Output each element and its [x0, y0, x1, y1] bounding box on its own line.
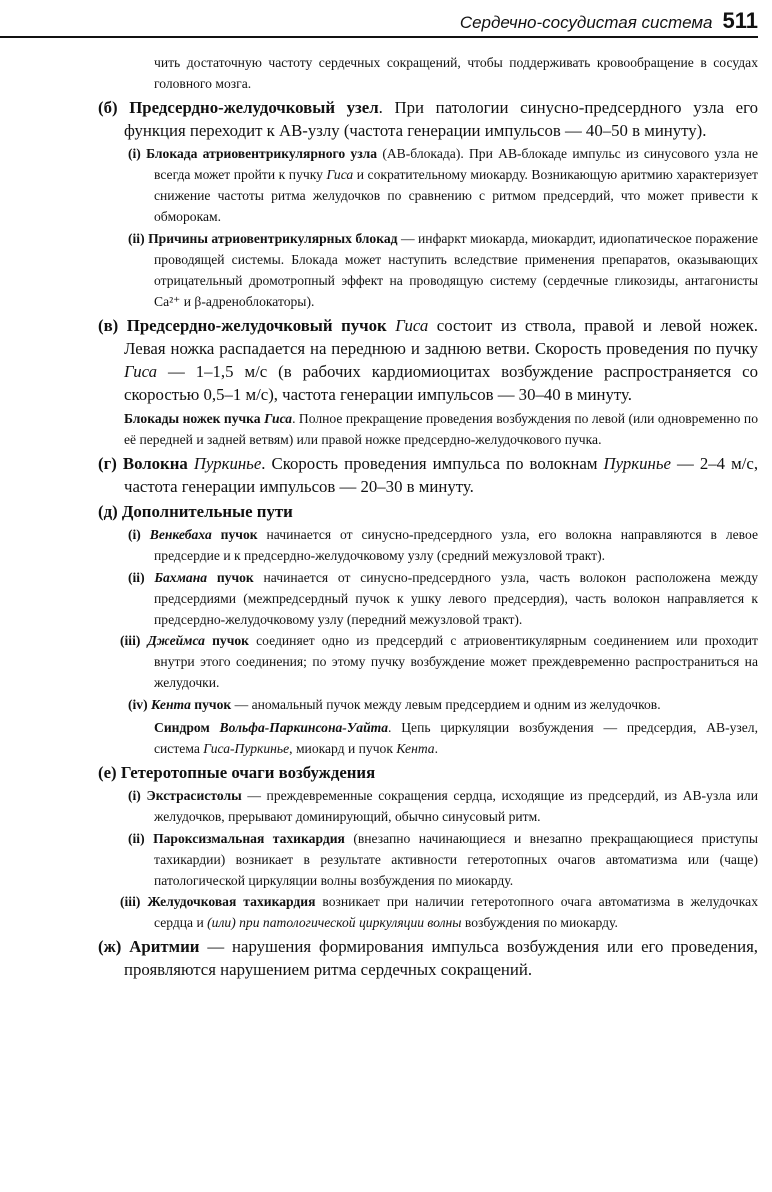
item-heading: пучок	[194, 697, 232, 712]
item-d-iii	[98, 630, 758, 693]
section-text: — 2–4 м/с, частота генерации импульсов — 20–30 в минуту.	[124, 454, 759, 496]
item-text: — аномальный пучок между левым предсердием и одним из желудочков.	[231, 697, 661, 712]
eponym: Бахмана	[154, 570, 208, 585]
item-heading: Пароксизмальная тахикардия	[153, 831, 345, 846]
item-e-i	[98, 785, 758, 827]
section-text: состоит из ствола, правой и левой ножек. Левая ножка распадается на переднюю и заднюю ветви. Скорость проведения по пучку	[124, 316, 758, 358]
running-header-title: Сердечно-сосудистая система	[459, 13, 713, 32]
eponym: Гиса	[326, 167, 354, 182]
item-heading: пучок	[212, 633, 250, 648]
section-g	[98, 452, 758, 498]
item-heading: пучок	[220, 527, 258, 542]
item-b-ii	[98, 228, 758, 312]
section-heading: Предсердно-желудочковый пучок	[126, 316, 387, 335]
section-label: (в)	[98, 316, 119, 335]
item-text: возбуждения по миокарду.	[461, 915, 618, 930]
eponym: Гиса	[264, 411, 293, 426]
eponym: Вольфа-Паркинсона-Уайта	[219, 720, 389, 735]
section-text: — 1–1,5 м/с (в рабочих кардиомиоцитах возбуждение распространяется со скоростью 0,5–1 м/с), частота генерации импульсов — 30–40 в минуту.	[124, 362, 758, 404]
eponym: Гиса-Пуркинье	[203, 741, 290, 756]
item-text: соединяет одно из предсердий с атриовентикулярным соединением или проходит внутри этого соединения; по этому пучку возбуждение может преждевременно распространиться на желудочки.	[154, 633, 758, 690]
item-label: (ii)	[128, 831, 145, 846]
item-label: (ii)	[128, 231, 145, 246]
section-zh	[98, 935, 758, 981]
section-text: . При патологии синусно-предсердного узла его функция переходит к АВ-узлу (частота генерации импульсов — 40–50 в минуту).	[124, 98, 758, 140]
section-label: (е)	[98, 763, 117, 782]
item-d-iv	[98, 694, 758, 715]
eponym: Гиса	[395, 316, 429, 335]
item-text: возникает при наличии гетеротопного очага автоматизма в желудочках сердца и	[154, 894, 758, 930]
section-heading: Волокна	[122, 454, 188, 473]
intro-paragraph: чить достаточную частоту сердечных сокращений, чтобы поддерживать кровообращение в сосудах головного мозга.	[154, 55, 758, 91]
item-d-i	[98, 524, 758, 566]
bundle-branch-block-note	[98, 408, 758, 450]
item-text: и сократительному миокарду. Возникающую аритмию характеризует снижение частоты ритма желудочков по сравнению с ритмом предсердий, что может привести к обморокам.	[154, 167, 758, 224]
section-label: (б)	[98, 98, 118, 117]
eponym: Пуркинье	[603, 454, 671, 473]
wpw-syndrome-note	[98, 717, 758, 759]
item-e-iii	[98, 891, 758, 933]
eponym: Пуркинье	[193, 454, 262, 473]
item-text: начинается от синусно-предсердного узла, часть волокон расположена между предсердиями (межпредсердный пучок к ушку левого предсердия), часть волокон направляется к предсердно-желудочковому узлу (передний межузловой тракт).	[154, 570, 758, 627]
item-b-i	[98, 143, 758, 227]
section-label: (д)	[98, 502, 118, 521]
eponym: Джеймса	[147, 633, 205, 648]
eponym: Кента	[151, 697, 191, 712]
note-text: .	[434, 741, 439, 756]
note-heading: Блокады ножек пучка	[124, 411, 261, 426]
item-text: (АВ-блокада). При АВ-блокаде импульс из синусового узла не всегда может пройти к пучку	[154, 146, 758, 182]
item-label: (i)	[128, 788, 141, 803]
item-heading: Причины атриовентрикулярных блокад	[148, 231, 398, 246]
section-heading: Аритмии	[129, 937, 200, 956]
note-text: , миокард и пучок	[289, 741, 397, 756]
item-heading: пучок	[216, 570, 254, 585]
item-heading: Блокада атриовентрикулярного узла	[146, 146, 378, 161]
item-text: — инфаркт миокарда, миокардит, идиопатическое поражение проводящей системы. Блокада может наступить вследствие применения препаратов, оказывающих отрицательный дромотропный эффект на проводящую систему (сердечные гликозиды, антагонисты Ca²⁺ и β-адреноблокаторы).	[154, 231, 758, 309]
section-e	[98, 761, 758, 784]
section-heading: Предсердно-желудочковый узел	[129, 98, 379, 117]
item-heading: Желудочковая тахикардия	[147, 894, 316, 909]
section-text: — нарушения формирования импульса возбуждения или его проведения, проявляются нарушением ритма сердечных сокращений.	[124, 937, 758, 979]
section-d	[98, 500, 758, 523]
section-heading: Дополнительные пути	[121, 502, 293, 521]
item-label: (i)	[128, 146, 141, 161]
note-heading: Синдром	[154, 720, 210, 735]
item-label: (iii)	[120, 633, 141, 648]
item-label: (iv)	[128, 697, 148, 712]
section-v	[98, 314, 758, 406]
section-heading: Гетеротопные очаги возбуждения	[120, 763, 376, 782]
item-text: — преждевременные сокращения сердца, исходящие из предсердий, из АВ-узла или желудочков, прерывают доминирующий, обычно синусовый ритм.	[154, 788, 758, 824]
page-number: 511	[722, 8, 758, 33]
italic-phrase: (или) при патологической циркуляции волны	[207, 915, 462, 930]
item-label: (iii)	[120, 894, 141, 909]
item-label: (i)	[128, 527, 141, 542]
section-text: . Скорость проведения импульса по волокнам	[261, 454, 604, 473]
section-label: (ж)	[98, 937, 122, 956]
item-label: (ii)	[128, 570, 145, 585]
page-body	[98, 38, 758, 981]
item-text: начинается от синусно-предсердного узла, его волокна направляются в левое предсердие и к предсердно-желудочковому узлу (средний межузловой тракт).	[154, 527, 759, 563]
eponym: Гиса	[124, 362, 158, 381]
item-d-ii	[98, 567, 758, 630]
note-text: . Цепь циркуляции возбуждения — предсердия, АВ-узел, система	[154, 720, 758, 756]
note-text: . Полное прекращение проведения возбуждения по левой (или одновременно по её передней и задней ветвям) или правой ножке предсердно-желудочкового пучка.	[124, 411, 758, 447]
section-label: (г)	[98, 454, 117, 473]
eponym: Венкебаха	[149, 527, 212, 542]
item-text: (внезапно начинающиеся и внезапно прекращающиеся приступы тахикардии) возникает в результате активности гетеротопных очагов автоматизма или (чаще) патологической циркуляции волны возбуждения по миокарду.	[154, 831, 758, 888]
running-header	[0, 8, 758, 38]
eponym: Кента	[396, 741, 435, 756]
section-b	[98, 96, 758, 142]
item-heading: Экстрасистолы	[146, 788, 242, 803]
item-e-ii	[98, 828, 758, 891]
